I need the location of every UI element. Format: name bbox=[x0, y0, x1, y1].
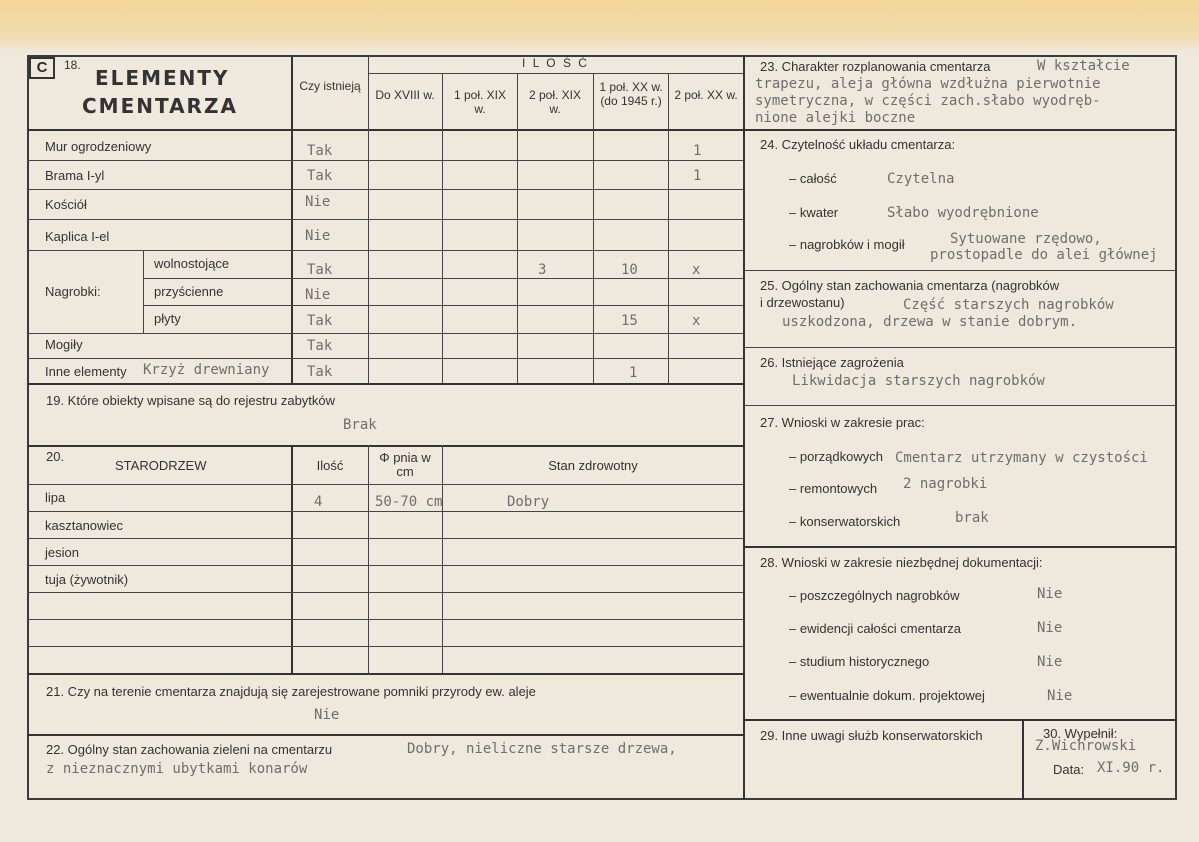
sec30-date-label: Data: bbox=[1053, 762, 1085, 777]
sec24-item-value: Słabo wyodrębnione bbox=[887, 205, 1039, 221]
sec25-value-line2: uszkodzona, drzewa w stanie dobrym. bbox=[782, 314, 1078, 330]
row-exists: Nie bbox=[305, 194, 331, 210]
sec25-value-line1: Część starszych nagrobków bbox=[903, 297, 1114, 313]
col-period-3: 2 poł. XIX w. bbox=[528, 88, 582, 116]
row-other-value: Krzyż drewniany bbox=[143, 362, 270, 378]
center-divider bbox=[743, 55, 745, 800]
row-label: Brama I-yl bbox=[45, 168, 105, 183]
row-line bbox=[27, 333, 743, 334]
sec24-item-label: – całość bbox=[789, 171, 837, 186]
col-period-4: 1 poł. XX w. (do 1945 r.) bbox=[599, 80, 663, 108]
row-exists: Tak bbox=[307, 313, 333, 329]
sec25-label-line2: i drzewostanu) bbox=[760, 295, 845, 310]
row-line bbox=[27, 250, 743, 251]
col-exists-header: Czy istnieją bbox=[299, 79, 361, 93]
card-top-edge bbox=[0, 0, 1199, 52]
sec20-number: 20. bbox=[46, 449, 65, 464]
sec22-label: 22. Ogólny stan zachowania zieleni na cmentarzu bbox=[46, 742, 333, 757]
sec23-bottom bbox=[743, 129, 1177, 131]
nagrobki-divider bbox=[143, 250, 144, 333]
sec20-vline bbox=[442, 445, 443, 673]
row-value: 15 bbox=[621, 313, 638, 329]
tree-name: tuja (żywotnik) bbox=[45, 572, 129, 587]
tree-name: lipa bbox=[45, 490, 66, 505]
sec23-label: 23. Charakter rozplanowania cmentarza bbox=[760, 59, 991, 74]
sec18-vline bbox=[593, 73, 594, 383]
row-line bbox=[27, 160, 743, 161]
row-line bbox=[27, 646, 743, 647]
sec20-header-bottom bbox=[27, 484, 743, 485]
tree-count: 4 bbox=[314, 494, 323, 510]
row-label: Mur ogrodzeniowy bbox=[45, 139, 152, 154]
row-line bbox=[27, 511, 743, 512]
row-exists: Tak bbox=[307, 262, 333, 278]
sec25-bottom bbox=[743, 347, 1177, 348]
sec18-header-bottom bbox=[27, 129, 743, 131]
sec19-bottom bbox=[27, 445, 743, 447]
row-value: 1 bbox=[629, 365, 638, 381]
sec26-value: Likwidacja starszych nagrobków bbox=[792, 373, 1045, 389]
sec20-title: STARODRZEW bbox=[115, 458, 207, 473]
sec18-title-line2: CMENTARZA bbox=[82, 94, 238, 118]
sec24-item-value: Czytelna bbox=[887, 171, 955, 187]
sec28-item-value: Nie bbox=[1037, 586, 1063, 602]
tree-name: jesion bbox=[45, 545, 79, 560]
row-exists: Tak bbox=[307, 143, 333, 159]
sec24-item-label: – kwater bbox=[789, 205, 839, 220]
col-period-5: 2 poł. XX w. bbox=[674, 88, 738, 102]
row-value: 10 bbox=[621, 262, 638, 278]
sec20-bottom bbox=[27, 673, 743, 675]
sec20-vline bbox=[368, 445, 369, 673]
sec28-item-label: – poszczególnych nagrobków bbox=[789, 588, 960, 603]
sec23-value-line2: trapezu, aleja główna wzdłużna pierwotnie bbox=[755, 76, 1101, 92]
sec22-value-line2: z nieznacznymi ubytkami konarów bbox=[46, 761, 308, 777]
sec23-value-line3: symetryczna, w części zach.słabo wyodręb- bbox=[755, 93, 1101, 109]
tree-health: Dobry bbox=[507, 494, 550, 510]
row-label: wolnostojące bbox=[154, 256, 230, 271]
sec29-label: 29. Inne uwagi służb konserwatorskich bbox=[760, 728, 983, 743]
sec18-vline bbox=[668, 73, 669, 383]
sec28-item-label: – studium historycznego bbox=[789, 654, 930, 669]
sec18-bottom bbox=[27, 383, 743, 385]
row-label: płyty bbox=[154, 311, 181, 326]
row-label: Kaplica I-el bbox=[45, 229, 110, 244]
sec27-label: 27. Wnioski w zakresie prac: bbox=[760, 415, 925, 430]
sec21-label: 21. Czy na terenie cmentarza znajdują się zarejestrowane pomniki przyrody ew. aleje bbox=[46, 684, 536, 699]
sec27-item-value: Cmentarz utrzymany w czystości bbox=[895, 450, 1148, 466]
row-line bbox=[27, 592, 743, 593]
tree-diam: 50-70 cm bbox=[375, 494, 443, 510]
col-period-2: 1 poł. XIX w. bbox=[453, 88, 507, 116]
row-line bbox=[27, 219, 743, 220]
sec28-item-value: Nie bbox=[1037, 654, 1063, 670]
sec27-bottom bbox=[743, 546, 1177, 548]
row-label: Inne elementy bbox=[45, 364, 127, 379]
row-value: 3 bbox=[538, 262, 547, 278]
sec21-bottom bbox=[27, 734, 743, 736]
row-exists: Tak bbox=[307, 168, 333, 184]
sec21-value: Nie bbox=[314, 707, 340, 723]
sec26-label: 26. Istniejące zagrożenia bbox=[760, 355, 904, 370]
sec22-value-line1: Dobry, nieliczne starsze drzewa, bbox=[407, 741, 677, 757]
sec30-label: 30. Wypełnił: bbox=[1043, 726, 1118, 741]
row-value: 1 bbox=[693, 168, 702, 184]
sec28-bottom bbox=[743, 719, 1177, 721]
sec23-value-line4: nione alejki boczne bbox=[755, 110, 916, 126]
sec28-item-label: – ewidencji całości cmentarza bbox=[789, 621, 961, 636]
sec24-label: 24. Czytelność układu cmentarza: bbox=[760, 137, 956, 152]
nagrobki-label: Nagrobki: bbox=[45, 284, 101, 299]
tree-name: kasztanowiec bbox=[45, 518, 124, 533]
ilosc-header: I L O Ś Ć bbox=[522, 56, 589, 70]
sec19-value: Brak bbox=[343, 417, 377, 433]
row-label: Kościół bbox=[45, 197, 87, 212]
sec24-bottom bbox=[743, 270, 1177, 271]
row-line bbox=[143, 305, 743, 306]
sec28-label: 28. Wnioski w zakresie niezbędnej dokumentacji: bbox=[760, 555, 1043, 570]
row-exists: Tak bbox=[307, 338, 333, 354]
row-exists: Nie bbox=[305, 287, 331, 303]
row-value: 1 bbox=[693, 143, 702, 159]
row-exists: Nie bbox=[305, 228, 331, 244]
col-count-header: Ilość bbox=[316, 458, 344, 473]
sec24-item-label: – nagrobków i mogił bbox=[789, 237, 905, 252]
row-label: Mogiły bbox=[45, 337, 83, 352]
sec18-vline bbox=[442, 73, 443, 383]
sec18-number: 18. bbox=[64, 58, 81, 72]
sec28-item-value: Nie bbox=[1037, 620, 1063, 636]
sec28-item-value: Nie bbox=[1047, 688, 1073, 704]
sec20-vline bbox=[291, 445, 293, 673]
row-line bbox=[143, 278, 743, 279]
row-label: przyścienne bbox=[154, 284, 224, 299]
sec25-label-line1: 25. Ogólny stan zachowania cmentarza (nagrobków bbox=[760, 278, 1060, 293]
sec27-item-label: – konserwatorskich bbox=[789, 514, 901, 529]
sec27-item-value: brak bbox=[955, 510, 989, 526]
sec27-item-value: 2 nagrobki bbox=[903, 476, 988, 492]
col-health-header: Stan zdrowotny bbox=[548, 458, 638, 473]
sec26-bottom bbox=[743, 405, 1177, 406]
sec19-label: 19. Które obiekty wpisane są do rejestru zabytków bbox=[46, 393, 336, 408]
row-value: x bbox=[692, 262, 701, 278]
sec28-item-label: – ewentualnie dokum. projektowej bbox=[789, 688, 985, 703]
row-line bbox=[27, 538, 743, 539]
col-diam-header: Φ pnia w cm bbox=[379, 450, 431, 479]
row-line bbox=[27, 189, 743, 190]
sec29-30-divider bbox=[1022, 719, 1024, 800]
sec18-title-line1: ELEMENTY bbox=[95, 66, 230, 90]
sec30-name: Z.Wichrowski bbox=[1035, 738, 1137, 754]
col-period-1: Do XVIII w. bbox=[375, 88, 435, 102]
section-letter-box: C bbox=[29, 57, 55, 79]
row-line bbox=[27, 358, 743, 359]
row-line bbox=[27, 565, 743, 566]
sec18-vline bbox=[517, 73, 518, 383]
sec24-item-value-line2: prostopadle do alei głównej bbox=[930, 247, 1158, 263]
row-line bbox=[27, 619, 743, 620]
row-value: x bbox=[692, 313, 701, 329]
sec27-item-label: – remontowych bbox=[789, 481, 878, 496]
sec27-item-label: – porządkowych bbox=[789, 449, 883, 464]
sec30-date: XI.90 r. bbox=[1097, 760, 1165, 776]
sec23-value-line1: W kształcie bbox=[1037, 58, 1130, 74]
ilosc-underline bbox=[368, 73, 743, 74]
sec24-item-value: Sytuowane rzędowo, bbox=[950, 231, 1102, 247]
row-exists: Tak bbox=[307, 364, 333, 380]
